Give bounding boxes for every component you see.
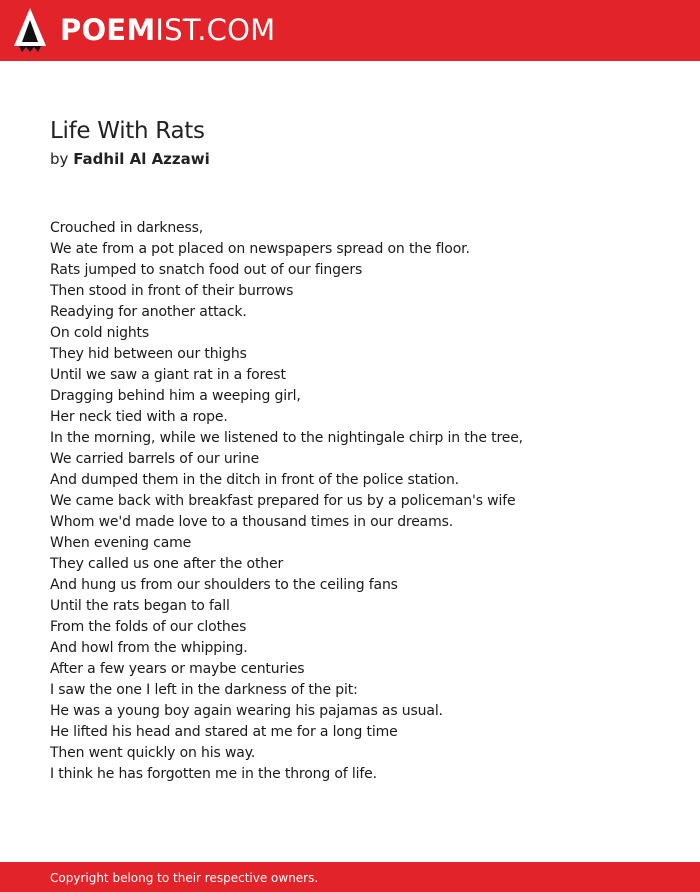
poem-line: Dragging behind him a weeping girl, <box>50 388 301 404</box>
poem-line: From the folds of our clothes <box>50 619 247 635</box>
poem-line: We came back with breakfast prepared for us by a policeman's wife <box>50 493 516 509</box>
logo-text <box>60 8 275 52</box>
poem-line: Rats jumped to snatch food out of our fingers <box>50 262 363 278</box>
logo-text-bold: POEM <box>60 13 156 47</box>
poem-line: We carried barrels of our urine <box>50 451 260 467</box>
poem-byline <box>50 148 210 170</box>
pencil-icon <box>14 8 46 52</box>
poem-line: And hung us from our shoulders to the ceiling fans <box>50 577 398 593</box>
site-header <box>0 0 700 61</box>
poem-body <box>50 218 670 785</box>
poem-line: In the morning, while we listened to the nightingale chirp in the tree, <box>50 430 523 446</box>
poem-line: And dumped them in the ditch in front of the police station. <box>50 472 459 488</box>
poem-line: I think he has forgotten me in the throng of life. <box>50 766 377 782</box>
poem-author[interactable]: Fadhil Al Azzawi <box>73 150 210 168</box>
site-footer <box>0 862 700 892</box>
poem-line: He was a young boy again wearing his pajamas as usual. <box>50 703 443 719</box>
poem-title: Life With Rats <box>50 118 205 144</box>
poem-line: We ate from a pot placed on newspapers spread on the floor. <box>50 241 470 257</box>
poem-line: Until we saw a giant rat in a forest <box>50 367 286 383</box>
poem-line: He lifted his head and stared at me for a long time <box>50 724 398 740</box>
poem-line: Readying for another attack. <box>50 304 247 320</box>
site-logo[interactable] <box>14 8 275 52</box>
poem-line: Her neck tied with a rope. <box>50 409 228 425</box>
poem-line: They hid between our thighs <box>50 346 247 362</box>
copyright-notice: Copyright belong to their respective owners. <box>50 871 319 885</box>
poem-line: Crouched in darkness, <box>50 220 204 236</box>
poem-line: Then stood in front of their burrows <box>50 283 294 299</box>
poem-line: Until the rats began to fall <box>50 598 230 614</box>
poem-line: Then went quickly on his way. <box>50 745 256 761</box>
poem-line: I saw the one I left in the darkness of the pit: <box>50 682 358 698</box>
poem-line: And howl from the whipping. <box>50 640 248 656</box>
poem-line: Whom we'd made love to a thousand times in our dreams. <box>50 514 454 530</box>
poem-line: They called us one after the other <box>50 556 284 572</box>
byline-prefix: by <box>50 150 69 168</box>
logo-text-light: IST.COM <box>155 13 276 47</box>
poem-line: When evening came <box>50 535 192 551</box>
poem-line: After a few years or maybe centuries <box>50 661 305 677</box>
poem-line: On cold nights <box>50 325 150 341</box>
